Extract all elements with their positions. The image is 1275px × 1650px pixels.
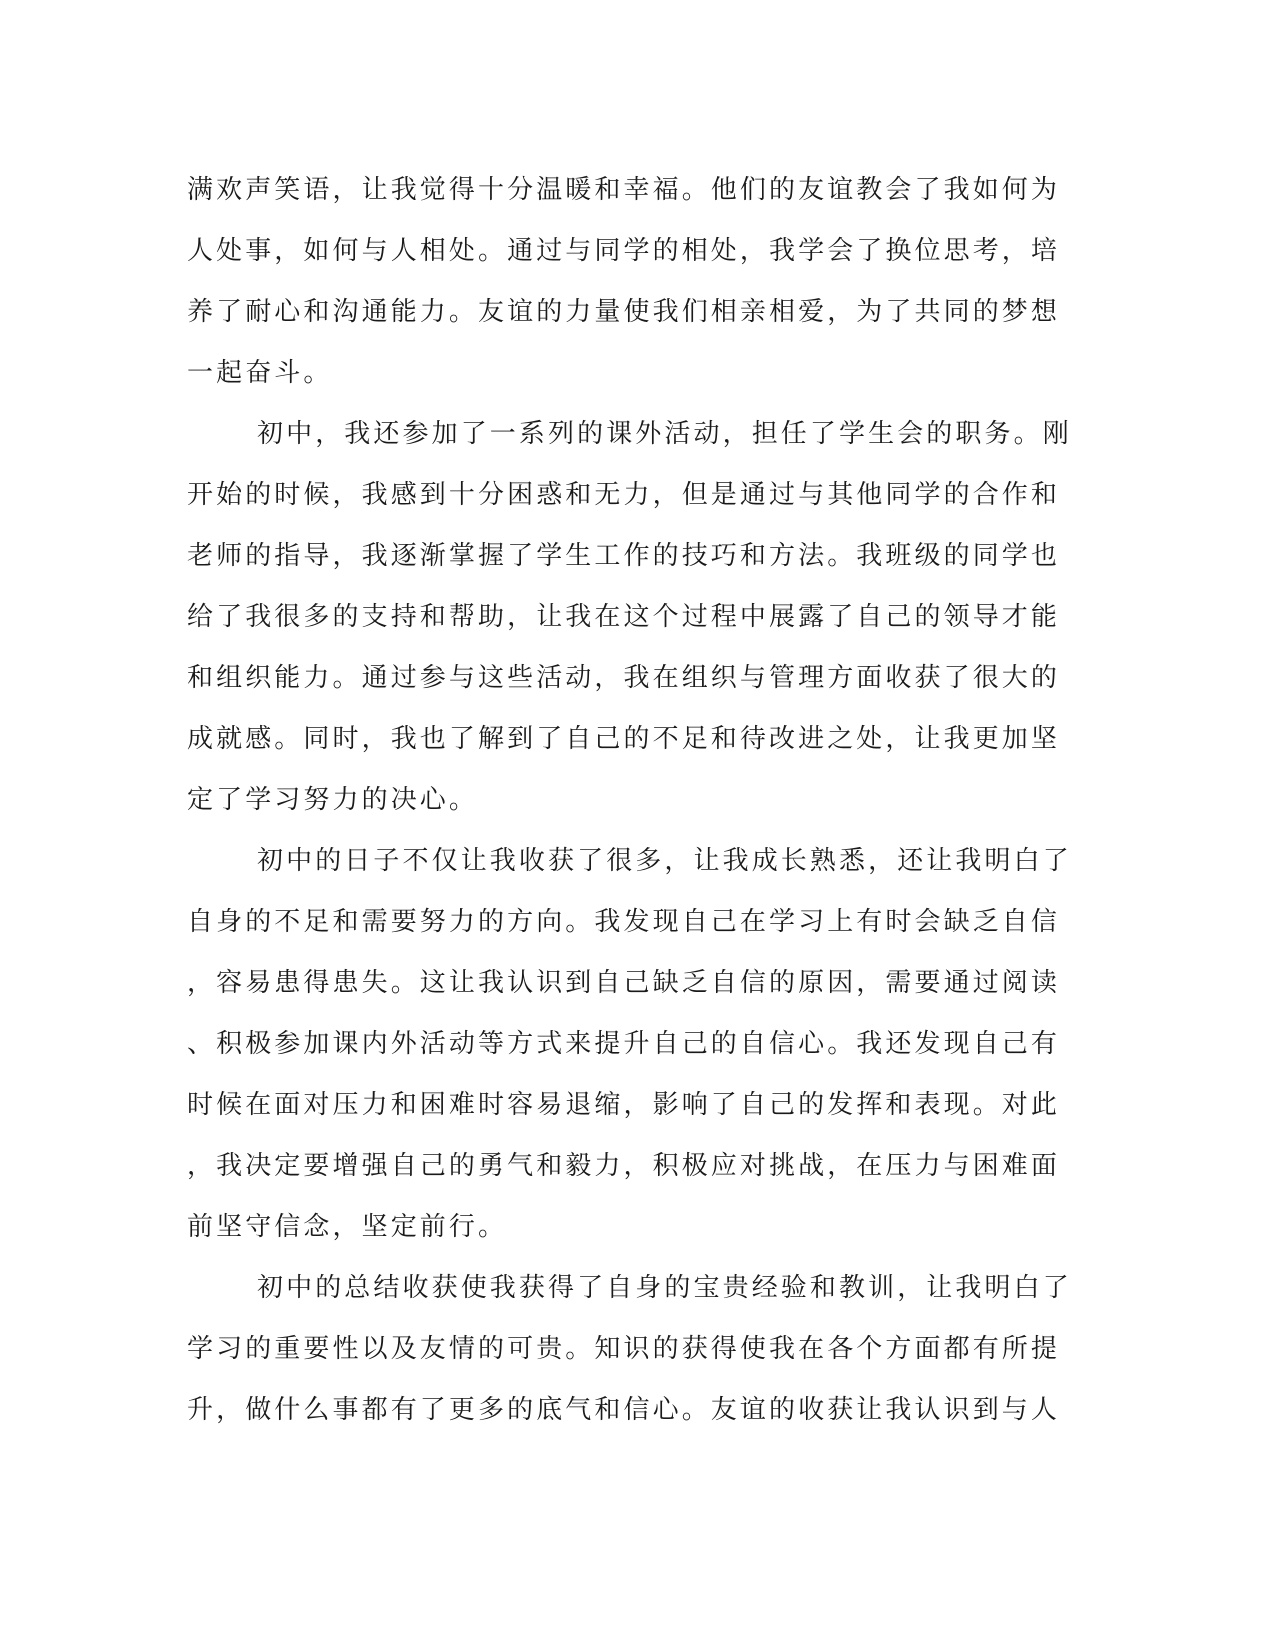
text-line: 升，做什么事都有了更多的底气和信心。友谊的收获让我认识到与人 <box>187 1395 1061 1425</box>
paragraph-first-line: 初中，我还参加了一系列的课外活动，担任了学生会的职务。刚 <box>257 419 1072 449</box>
text-line: 和组织能力。通过参与这些活动，我在组织与管理方面收获了很大的 <box>187 663 1061 693</box>
text-line: 老师的指导，我逐渐掌握了学生工作的技巧和方法。我班级的同学也 <box>187 541 1061 571</box>
text-line: ，我决定要增强自己的勇气和毅力，积极应对挑战，在压力与困难面 <box>187 1151 1061 1181</box>
paragraph-first-line: 初中的日子不仅让我收获了很多，让我成长熟悉，还让我明白了 <box>257 846 1072 876</box>
text-line: 成就感。同时，我也了解到了自己的不足和待改进之处，让我更加坚 <box>187 724 1061 754</box>
text-line: 满欢声笑语，让我觉得十分温暖和幸福。他们的友谊教会了我如何为 <box>187 175 1061 205</box>
text-line: 时候在面对压力和困难时容易退缩，影响了自己的发挥和表现。对此 <box>187 1090 1061 1120</box>
text-line: 一起奋斗。 <box>187 358 333 388</box>
text-line: 人处事，如何与人相处。通过与同学的相处，我学会了换位思考，培 <box>187 236 1061 266</box>
paragraph-first-line: 初中的总结收获使我获得了自身的宝贵经验和教训，让我明白了 <box>257 1273 1072 1303</box>
text-line: 开始的时候，我感到十分困惑和无力，但是通过与其他同学的合作和 <box>187 480 1061 510</box>
document-body <box>187 160 1072 1441</box>
text-line: 给了我很多的支持和帮助，让我在这个过程中展露了自己的领导才能 <box>187 602 1061 632</box>
text-line: 养了耐心和沟通能力。友谊的力量使我们相亲相爱，为了共同的梦想 <box>187 297 1061 327</box>
text-line: ，容易患得患失。这让我认识到自己缺乏自信的原因，需要通过阅读 <box>187 968 1061 998</box>
text-line: 、积极参加课内外活动等方式来提升自己的自信心。我还发现自己有 <box>187 1029 1061 1059</box>
text-line: 学习的重要性以及友情的可贵。知识的获得使我在各个方面都有所提 <box>187 1334 1061 1364</box>
text-line: 定了学习努力的决心。 <box>187 785 479 815</box>
text-line: 前坚守信念，坚定前行。 <box>187 1212 508 1242</box>
text-line: 自身的不足和需要努力的方向。我发现自己在学习上有时会缺乏自信 <box>187 907 1061 937</box>
